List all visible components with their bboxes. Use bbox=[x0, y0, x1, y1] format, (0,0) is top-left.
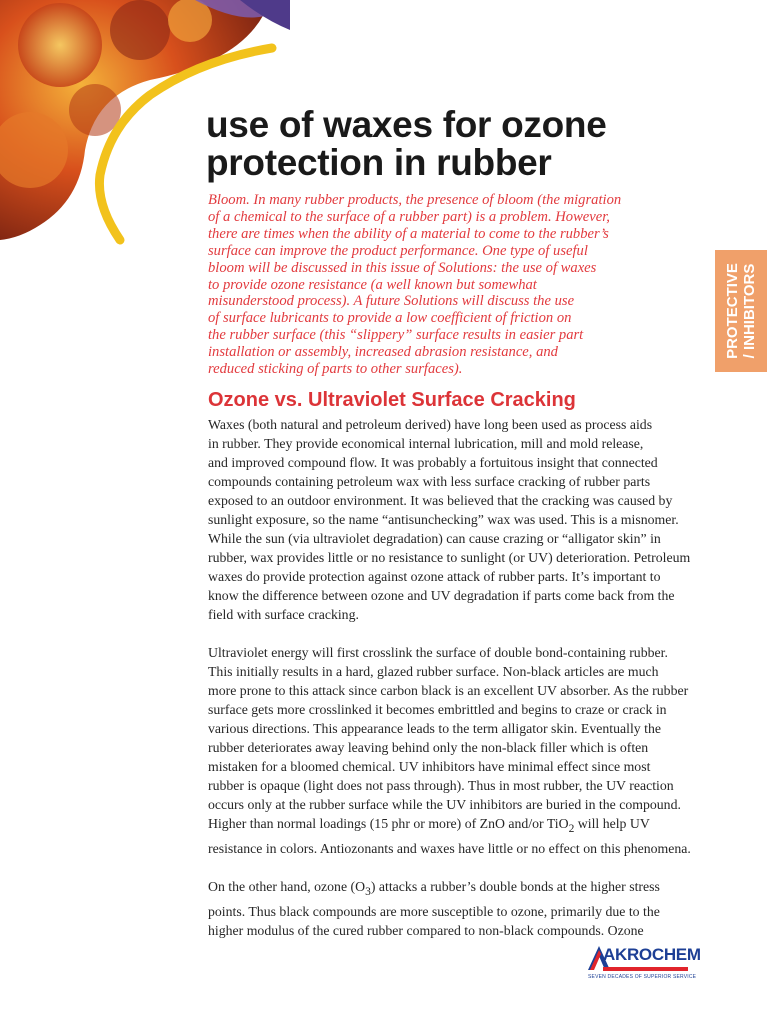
body-line: points. Thus black compounds are more susceptible to ozone, primarily due to the bbox=[208, 903, 660, 919]
body-line: more prone to this attack since carbon black is an excellent UV absorber. As the rubber bbox=[208, 683, 689, 698]
article-body bbox=[208, 415, 698, 959]
section-tab-line1: PROTECTIVE bbox=[724, 263, 741, 359]
intro-line: of a chemical to the surface of a rubber part) is a problem. However, bbox=[208, 208, 610, 225]
body-line: sunlight exposure, so the name “antisunchecking” wax was used. This is a misnomer. bbox=[208, 512, 679, 527]
intro-line: of surface lubricants to provide a low coefficient of friction on bbox=[208, 310, 572, 327]
text-run: ) attacks a rubber’s double bonds at the higher stress bbox=[370, 878, 660, 894]
body-line bbox=[208, 877, 698, 902]
intro-line: there are times when the ability of a material to come to the rubber’s bbox=[208, 225, 609, 242]
body-line: rubber is opaque (light does not pass through). Thus in most rubber, the UV reaction bbox=[208, 778, 674, 793]
section-tab bbox=[715, 250, 767, 372]
subscript: 2 bbox=[568, 822, 575, 835]
paragraph-1 bbox=[208, 415, 698, 624]
akrochem-logo bbox=[586, 944, 701, 984]
logo-bar bbox=[603, 967, 688, 971]
body-line: Ultraviolet energy will first crosslink the surface of double bond-containing rubber. bbox=[208, 645, 668, 660]
title-line-1: use of waxes for ozone bbox=[206, 104, 607, 145]
body-line: This initially results in a hard, glazed rubber surface. Non-black articles are much bbox=[208, 664, 659, 679]
text-run: On the other hand, ozone (O bbox=[208, 878, 366, 894]
section-heading: Ozone vs. Ultraviolet Surface Cracking bbox=[208, 389, 576, 411]
body-line: in rubber. They provide economical internal lubrication, mill and mold release, bbox=[208, 436, 644, 451]
body-line: various directions. This appearance leads to the term alligator skin. Eventually the bbox=[208, 721, 661, 736]
body-line: compounds containing petroleum wax with less surface cracking of rubber parts bbox=[208, 474, 651, 489]
page-title bbox=[206, 106, 686, 182]
body-line bbox=[208, 814, 698, 839]
body-line: waxes do provide protection against ozone attack of rubber parts. It’s important to bbox=[208, 569, 661, 584]
logo-name: AKROCHEM bbox=[603, 945, 701, 964]
intro-paragraph bbox=[208, 192, 698, 378]
text-run: Higher than normal loadings (15 phr or more) of ZnO and/or TiO bbox=[208, 816, 569, 831]
intro-line: bloom will be discussed in this issue of Solutions: the use of waxes bbox=[208, 259, 597, 276]
body-line: rubber, wax provides little or no resistance to sunlight (or UV) deterioration. Petroleum bbox=[208, 550, 691, 565]
body-line: rubber deteriorates away leaving behind only the non-black filler which is often bbox=[208, 740, 649, 755]
intro-line: the rubber surface (this “slippery” surface results in easier part bbox=[208, 327, 584, 344]
body-line: and improved compound flow. It was probably a fortuitous insight that connected bbox=[208, 455, 658, 470]
section-tab-line2: / INHIBITORS bbox=[741, 263, 758, 359]
title-line-2: protection in rubber bbox=[206, 142, 552, 183]
subscript: 3 bbox=[365, 885, 371, 898]
body-line: field with surface cracking. bbox=[208, 607, 359, 622]
intro-line: surface can improve the product performance. One type of useful bbox=[208, 242, 588, 259]
body-line: exposed to an outdoor environment. It was believed that the cracking was caused by bbox=[208, 493, 673, 508]
intro-line: to provide ozone resistance (a well known but somewhat bbox=[208, 276, 537, 293]
intro-line: Bloom. In many rubber products, the presence of bloom (the migration bbox=[208, 192, 622, 208]
body-line: surface gets more crosslinked it becomes embrittled and begins to craze or crack in bbox=[208, 702, 667, 717]
body-line: mistaken for a bloomed chemical. UV inhibitors have minimal effect since most bbox=[208, 759, 651, 774]
body-line: occurs only at the rubber surface while the UV inhibitors are buried in the compound. bbox=[208, 797, 681, 812]
body-line: higher modulus of the cured rubber compared to non-black compounds. Ozone bbox=[208, 922, 644, 938]
text-run: will help UV bbox=[574, 816, 650, 831]
body-line: Waxes (both natural and petroleum derived) have long been used as process aids bbox=[208, 417, 653, 432]
body-line: resistance in colors. Antiozonants and waxes have little or no effect on this phenomena. bbox=[208, 840, 691, 856]
intro-line: misunderstood process). A future Solutions will discuss the use bbox=[208, 293, 575, 310]
body-line: know the difference between ozone and UV degradation if parts come back from the bbox=[208, 588, 675, 603]
paragraph-3 bbox=[208, 877, 698, 940]
paragraph-2 bbox=[208, 643, 698, 858]
logo-tagline: SEVEN DECADES OF SUPERIOR SERVICE bbox=[588, 974, 697, 980]
body-line: While the sun (via ultraviolet degradation) can cause crazing or “alligator skin” in bbox=[208, 531, 661, 546]
intro-line: reduced sticking of parts to other surfaces). bbox=[208, 361, 463, 378]
intro-line: installation or assembly, increased abrasion resistance, and bbox=[208, 344, 558, 361]
